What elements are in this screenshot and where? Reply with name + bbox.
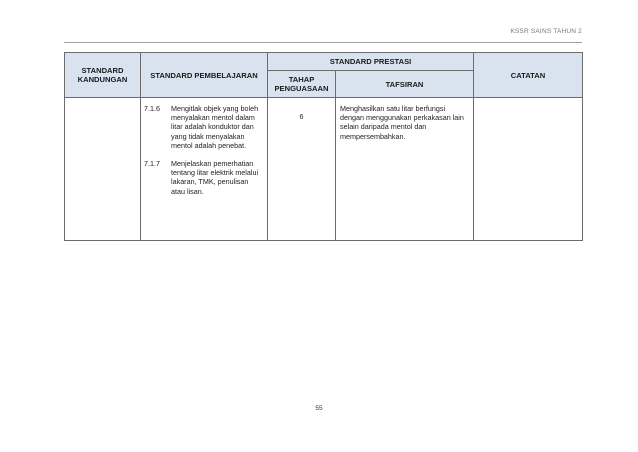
header-tahap-penguasaan: TAHAP PENGUASAAN (268, 71, 336, 98)
cell-tafsiran (336, 98, 474, 241)
header-catatan: CATATAN (474, 53, 583, 98)
table-row (65, 98, 583, 241)
cell-standard-pembelajaran (141, 98, 268, 241)
cell-standard-kandungan (65, 98, 141, 241)
learning-standard-code: 7.1.7 (144, 159, 160, 169)
running-header: KSSR SAINS TAHUN 2 (510, 28, 582, 35)
header-standard-pembelajaran: STANDARD PEMBELAJARAN (141, 53, 268, 98)
learning-standard-text: Menjelaskan pemerhatian tentang litar elektrik melalui lakaran, TMK, penulisan atau lisan. (171, 159, 259, 196)
interpretation-text: Menghasilkan satu litar berfungsi dengan menggunakan perkakasan lain selain daripada mentol dan mempersembahkan. (340, 104, 464, 141)
learning-standard-item (141, 104, 267, 150)
page-number: 55 (315, 405, 323, 412)
mastery-level-value: 6 (299, 112, 304, 121)
cell-catatan (474, 98, 583, 241)
learning-standard-text: Mengitlak objek yang boleh menyalakan mentol dalam litar adalah konduktor dan yang tidak menyalakan mentol adalah penebat. (171, 104, 259, 150)
header-standard-kandungan: STANDARD KANDUNGAN (65, 53, 141, 98)
header-tafsiran: TAFSIRAN (336, 71, 474, 98)
learning-standard-code: 7.1.6 (144, 104, 160, 113)
learning-standard-item (141, 159, 267, 196)
header-standard-prestasi: STANDARD PRESTASI (268, 53, 474, 71)
cell-tahap-penguasaan (268, 98, 336, 241)
header-divider (64, 42, 582, 43)
curriculum-table (64, 52, 583, 241)
